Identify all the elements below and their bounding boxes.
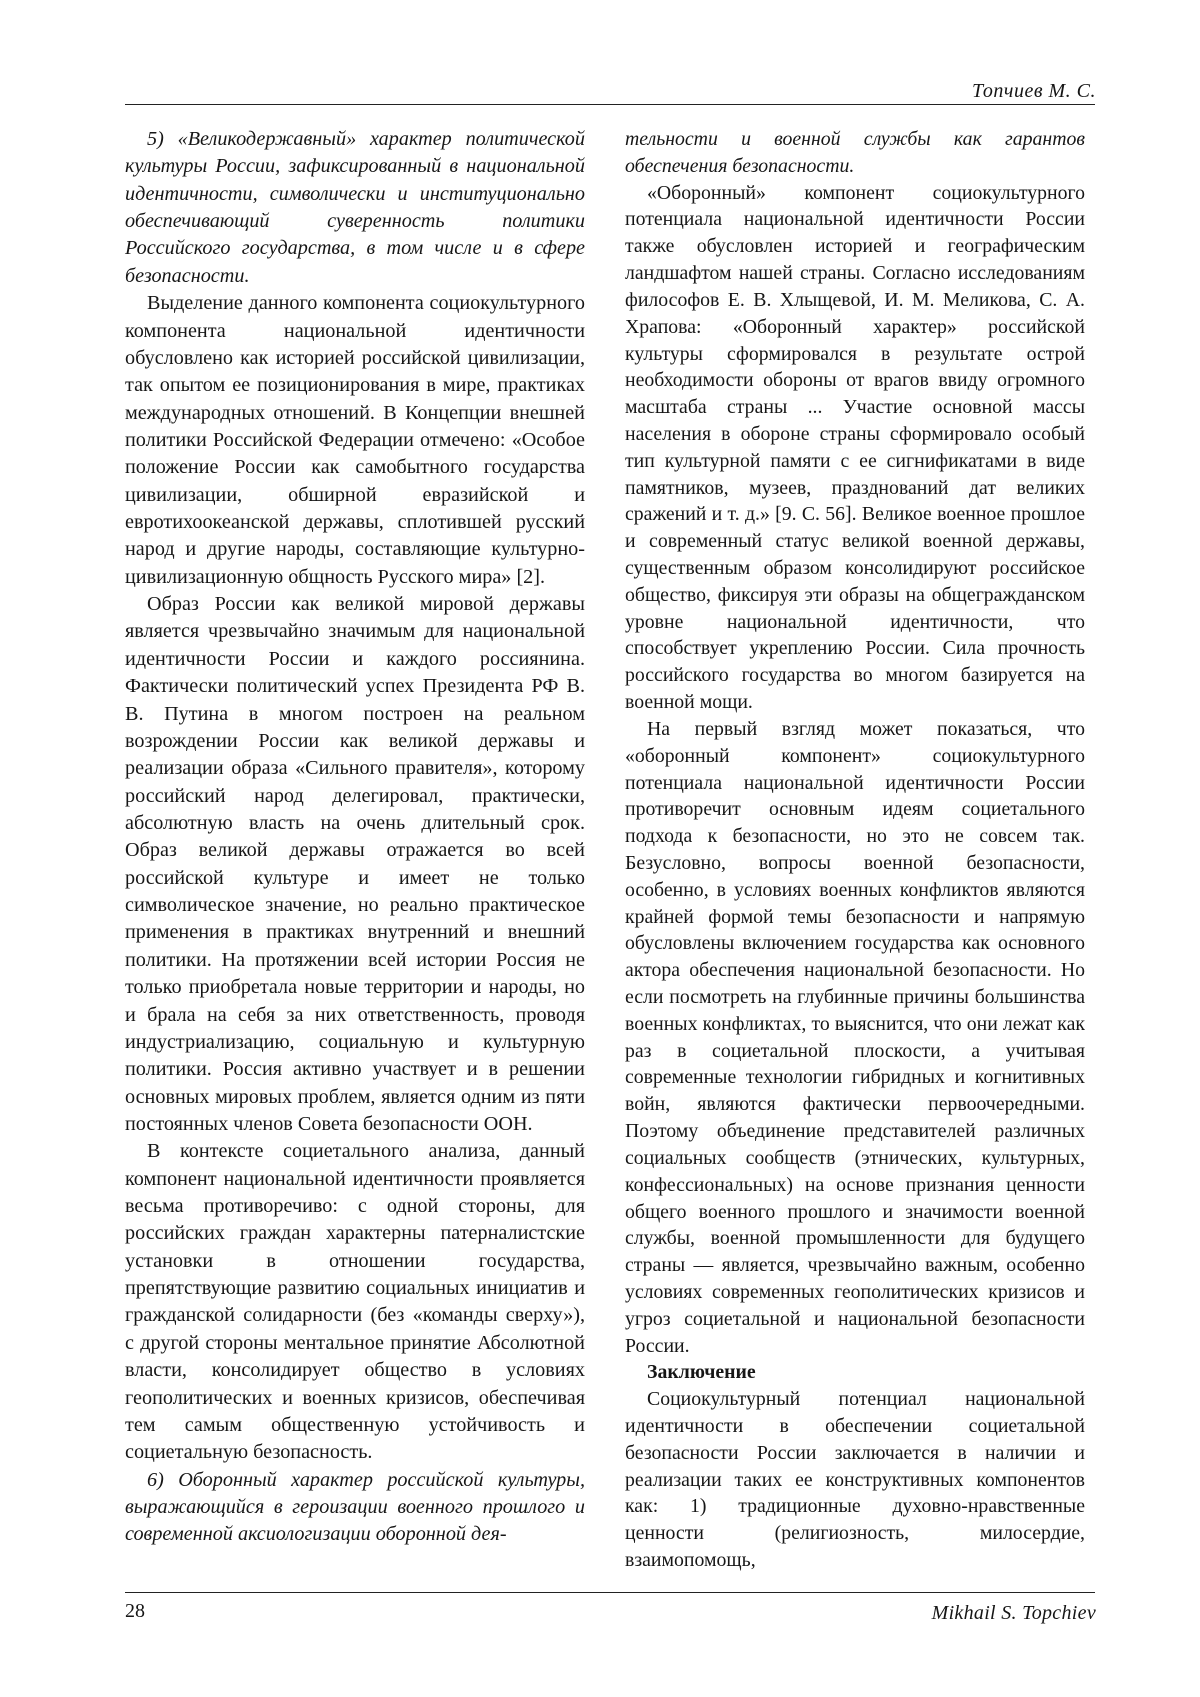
running-header-author: Топчиев М. С. bbox=[972, 80, 1096, 102]
paragraph: «Оборонный» компонент социокультурного потенциала национальной идентичности России также обусловлен историей и географическим ландшафтом нашей страны. Согласно исследованиям философов Е. В. Хлыщевой, И. М. Меликова, С. А. Храпова: «Оборонный характер» российской культуры сформировался в результате острой необходимости обороны от врагов ввиду огромного масштаба страны ... Участие основной массы населения в обороне страны сформировало особый тип культурной памяти с ее сигнификатами в виде памятников, музеев, празднований дат великих сражений и т. д.» [9. С. 56]. Великое военное прошлое и современный статус великой военной державы, существенным образом консолидируют российское общество, фиксируя эти образы на общегражданском уровне национальной идентичности, что способствует укреплению России. Сила прочность российского государства во многом базируется на военной мощи. bbox=[625, 181, 1085, 714]
header-rule bbox=[125, 104, 1095, 105]
paragraph: Выделение данного компонента социокультурного компонента национальной идентичности обусловлено как историей российской цивилизации, так опытом ее позиционирования в мире, практиках международных отношений. В Концепции внешней политики Российской Федерации отмечено: «Особое положение России как самобытного государства цивилизации, обширной евразийской и евротихоокеанской державы, сплотившей русский народ и другие народы, составляющие культурно-цивилизационную общность Русского мира» [2]. bbox=[125, 292, 585, 588]
paragraph: Социокультурный потенциал национальной идентичности в обеспечении социетальной безопасности России заключается в наличии и реализации таких ее конструктивных компонентов как: 1) традиционные духовно-нравственные ценности (религиозность, милосердие, взаимопомощь, bbox=[625, 1388, 1085, 1572]
right-column bbox=[625, 126, 1085, 1574]
paragraph: Образ России как великой мировой державы является чрезвычайно значимым для национальной идентичности России и каждого россиянина. Фактически политический успех Президента РФ В. В. Путина в многом построен на реальном возрождении России как великой державы и реализации образа «Сильного правителя», которому российский народ делегировал, практически, абсолютную власть на очень длительный срок. Образ великой державы отражается во всей российской культуре и имеет не только символическое значение, но реально практическое применения в практиках внутренний и внешний политики. На протяжении всей истории Россия не только приобретала новые территории и народы, но и брала на себя за них ответственность, проводя индустриализацию, социальную и культурную политики. Россия активно участвует и в решении основных мировых проблем, является одним из пяти постоянных членов Совета безопасности ООН. bbox=[125, 593, 585, 1135]
page-number: 28 bbox=[125, 1600, 145, 1622]
section-heading-conclusion: Заключение bbox=[647, 1361, 756, 1384]
left-column bbox=[125, 126, 585, 1549]
paragraph-component-6: 6) Оборонный характер российской культуры, выражающийся в героизации военного прошлого и современной аксиологизации оборонной дея- bbox=[125, 1468, 585, 1546]
paragraph-continuation: тельности и военной службы как гарантов обеспечения безопасности. bbox=[625, 128, 1085, 177]
paragraph: В контексте социетального анализа, данный компонент национальной идентичности проявляется весьма противоречиво: с одной стороны, для российских граждан характерны патерналистские установки в отношении государства, препятствующие развитию социальных инициатив и гражданской солидарности (без «команды сверху»), с другой стороны ментальное принятие Абсолютной власти, консолидирует общество в условиях геополитических и военных кризисов, обеспечивая тем самым общественную устойчивость и социетальную безопасность. bbox=[125, 1140, 585, 1464]
footer-rule bbox=[125, 1592, 1095, 1593]
paragraph: На первый взгляд может показаться, что «оборонный компонент» социокультурного потенциала национальной идентичности России противоречит основным идеям социетального подхода к безопасности, но это не совсем так. Безусловно, вопросы военной безопасности, особенно, в условиях военных конфликтов являются крайней формой темы безопасности и напрямую обусловлены включением государства как основного актора обеспечения национальной безопасности. Но если посмотреть на глубинные причины большинства военных конфликтах, то выяснится, что они лежат как раз в социетальной плоскости, а учитывая современные технологии гибридных и когнитивных войн, являются фактически первоочередными. Поэтому объединение представителей различных социальных сообществ (этнических, культурных, конфессиональных) на основе признания ценности общего военного прошлого и значимости военной службы, военной промышленности для будущего страны — является, чрезвычайно важным, особенно условиях современных геополитических кризисов и угроз социетальной и национальной безопасности России. bbox=[625, 717, 1085, 1357]
paragraph-component-5: 5) «Великодержавный» характер политической культуры России, зафиксированный в национальной идентичности, символически и институционально обеспечивающий суверенность политики Российского государства, в том числе и в сфере безопасности. bbox=[125, 128, 585, 287]
running-footer-author: Mikhail S. Topchiev bbox=[931, 1602, 1096, 1624]
